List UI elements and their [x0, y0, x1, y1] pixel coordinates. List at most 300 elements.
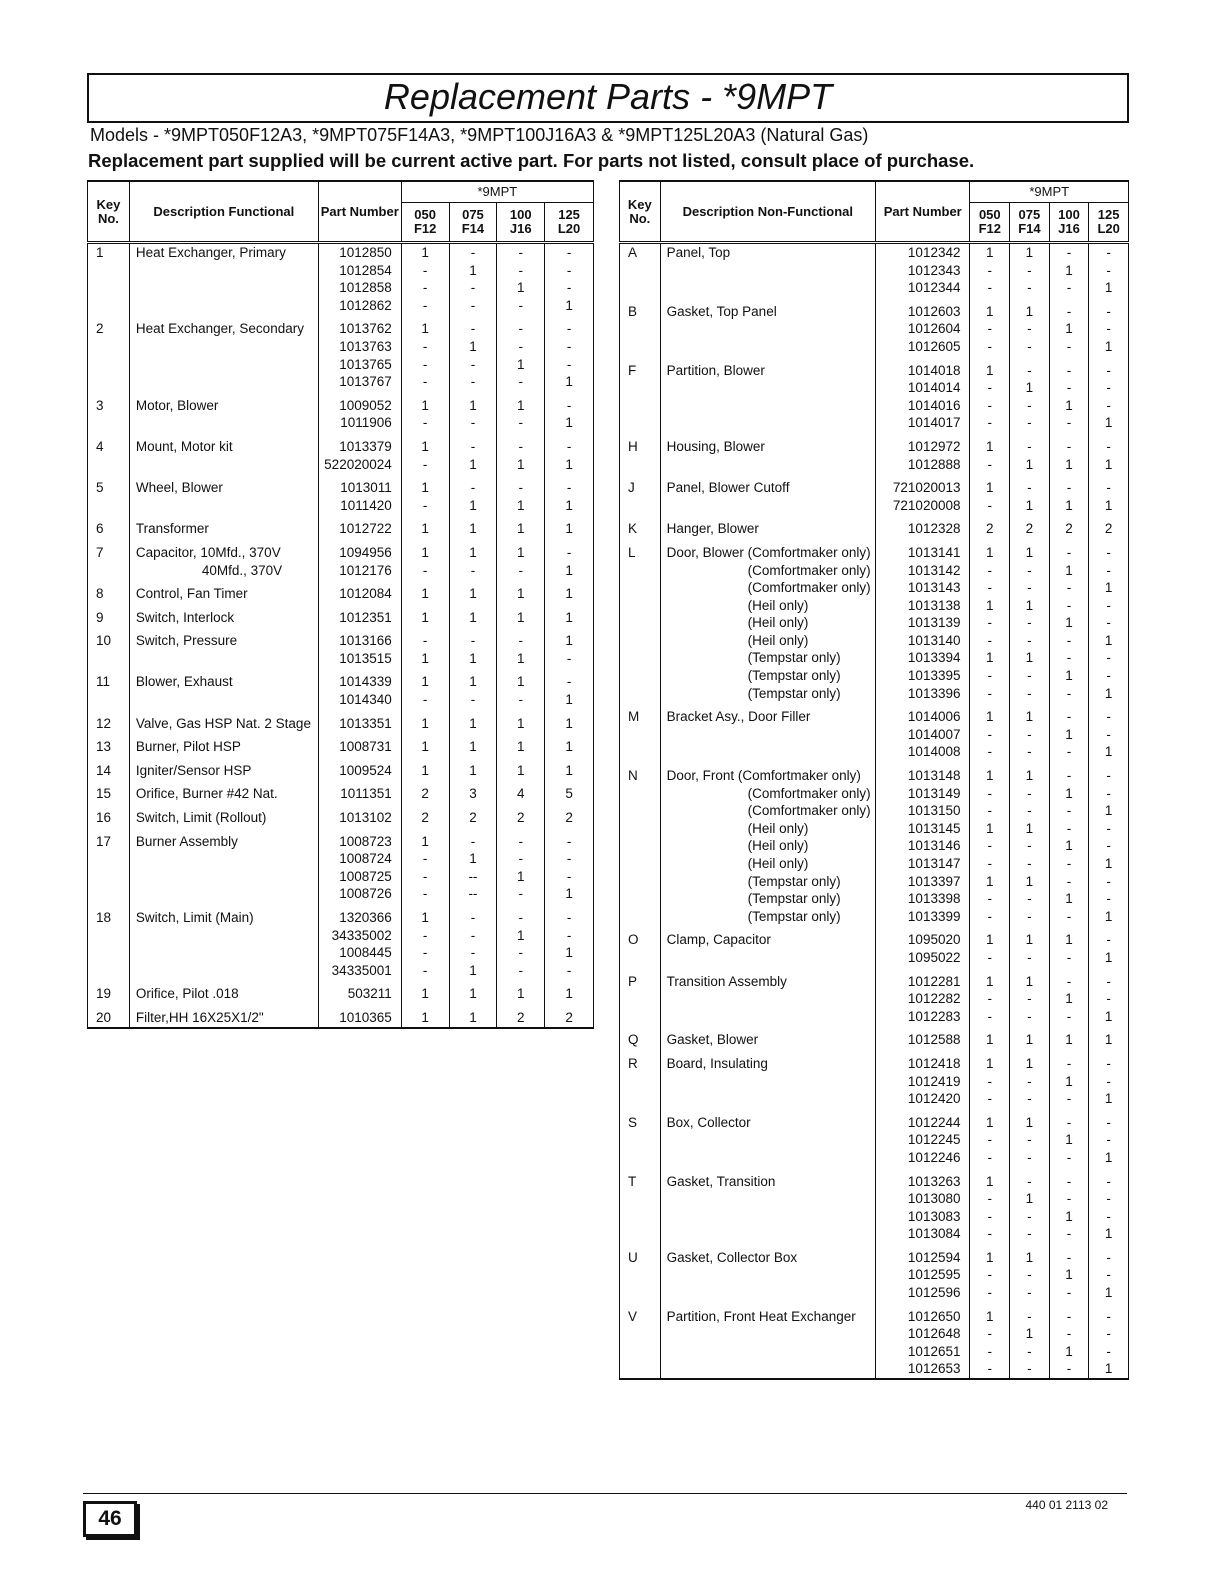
key-cell: [620, 667, 661, 685]
description-cell: Switch, Limit (Main): [129, 909, 318, 927]
quantity-cell: 1: [1049, 1343, 1089, 1361]
table-row: [620, 1343, 1129, 1361]
quantity-cell: -: [497, 479, 545, 497]
quantity-cell: -: [970, 1131, 1010, 1149]
table-row: [620, 890, 1129, 908]
quantity-cell: -: [1010, 743, 1050, 761]
quantity-cell: 1: [1049, 931, 1089, 949]
key-cell: L: [620, 544, 661, 562]
quantity-cell: 1: [545, 632, 594, 650]
description-cell: [129, 691, 318, 709]
key-cell: [88, 944, 130, 962]
quantity-cell: -: [970, 562, 1010, 580]
quantity-cell: 4: [497, 785, 545, 803]
quantity-cell: 1: [970, 931, 1010, 949]
quantity-cell: -: [1089, 708, 1129, 726]
quantity-cell: 1: [545, 456, 594, 474]
quantity-cell: -: [545, 338, 594, 356]
quantity-cell: 1: [545, 738, 594, 756]
quantity-cell: -: [1089, 362, 1129, 380]
quantity-cell: -: [1089, 1173, 1129, 1191]
quantity-cell: -: [1010, 1149, 1050, 1167]
quantity-cell: -: [1049, 479, 1089, 497]
part-number-cell: 1012650: [876, 1308, 970, 1326]
quantity-cell: -: [970, 379, 1010, 397]
quantity-cell: -: [497, 297, 545, 315]
model-column-header: [1010, 203, 1050, 243]
part-number-cell: 1014007: [876, 726, 970, 744]
quantity-cell: -: [1089, 667, 1129, 685]
description-cell: [129, 414, 318, 432]
footer-rule: [83, 1493, 1127, 1494]
description-cell: Heat Exchanger, Primary: [129, 243, 318, 262]
quantity-cell: 1: [401, 650, 449, 668]
quantity-cell: -: [1089, 767, 1129, 785]
key-cell: [88, 562, 130, 580]
table-row: [88, 632, 594, 650]
quantity-cell: -: [1089, 1131, 1129, 1149]
part-number-cell: 1013080: [876, 1190, 970, 1208]
quantity-cell: 1: [1010, 379, 1050, 397]
quantity-cell: -: [1089, 320, 1129, 338]
key-cell: [88, 850, 130, 868]
quantity-cell: 1: [970, 1031, 1010, 1049]
header-model-group: *9MPT: [401, 181, 593, 203]
quantity-cell: -: [970, 1343, 1010, 1361]
quantity-cell: 1: [1089, 1149, 1129, 1167]
key-cell: 18: [88, 909, 130, 927]
quantity-cell: -: [1089, 649, 1129, 667]
table-row: [88, 909, 594, 927]
quantity-cell: -: [1010, 362, 1050, 380]
quantity-cell: -: [497, 850, 545, 868]
description-cell: (Tempstar only): [660, 685, 875, 703]
quantity-cell: -: [545, 243, 594, 262]
quantity-cell: 2: [545, 809, 594, 827]
quantity-cell: 1: [449, 456, 497, 474]
description-cell: Board, Insulating: [660, 1055, 875, 1073]
table-row: [620, 931, 1129, 949]
part-number-cell: 1013102: [318, 809, 401, 827]
part-number-cell: 1011420: [318, 497, 401, 515]
part-number-cell: 1013166: [318, 632, 401, 650]
table-row: [620, 479, 1129, 497]
part-number-cell: 1012281: [876, 973, 970, 991]
description-cell: [129, 338, 318, 356]
quantity-cell: 1: [1089, 1284, 1129, 1302]
quantity-cell: -: [1049, 973, 1089, 991]
quantity-cell: 1: [401, 673, 449, 691]
quantity-cell: 1: [1089, 949, 1129, 967]
quantity-cell: -: [1089, 438, 1129, 456]
quantity-cell: 1: [1049, 320, 1089, 338]
quantity-cell: 1: [497, 585, 545, 603]
quantity-cell: -: [545, 650, 594, 668]
key-cell: [620, 1325, 661, 1343]
key-cell: [88, 262, 130, 280]
quantity-cell: --: [449, 868, 497, 886]
table-row: [620, 949, 1129, 967]
key-cell: [620, 1343, 661, 1361]
quantity-cell: 1: [545, 944, 594, 962]
quantity-cell: -: [545, 868, 594, 886]
table-row: [620, 632, 1129, 650]
quantity-cell: 1: [1049, 1208, 1089, 1226]
description-cell: [129, 456, 318, 474]
quantity-cell: -: [1010, 785, 1050, 803]
quantity-cell: 1: [1010, 1190, 1050, 1208]
quantity-cell: -: [1089, 303, 1129, 321]
key-cell: H: [620, 438, 661, 456]
quantity-cell: -: [449, 414, 497, 432]
part-number-cell: 1013395: [876, 667, 970, 685]
key-cell: P: [620, 973, 661, 991]
quantity-cell: 1: [545, 715, 594, 733]
key-cell: Q: [620, 1031, 661, 1049]
key-cell: [620, 397, 661, 415]
part-number-cell: 1012246: [876, 1149, 970, 1167]
part-number-cell: 1012648: [876, 1325, 970, 1343]
table-row: [620, 362, 1129, 380]
description-cell: [660, 279, 875, 297]
quantity-cell: 1: [497, 356, 545, 374]
quantity-cell: 1: [970, 438, 1010, 456]
quantity-cell: -: [1089, 262, 1129, 280]
description-cell: (Heil only): [660, 597, 875, 615]
quantity-cell: 1: [401, 909, 449, 927]
quantity-cell: 1: [401, 397, 449, 415]
table-row: [88, 673, 594, 691]
quantity-cell: 1: [401, 609, 449, 627]
model-column-header: [545, 203, 594, 243]
quantity-cell: 1: [970, 362, 1010, 380]
table-row: [88, 962, 594, 980]
quantity-cell: -: [1010, 802, 1050, 820]
quantity-cell: -: [1049, 1173, 1089, 1191]
description-cell: [660, 1090, 875, 1108]
model-size: 125: [558, 207, 580, 222]
description-cell: [129, 927, 318, 945]
description-cell: Gasket, Top Panel: [660, 303, 875, 321]
part-number-cell: 1012245: [876, 1131, 970, 1149]
quantity-cell: 1: [497, 762, 545, 780]
quantity-cell: -: [1049, 1055, 1089, 1073]
quantity-cell: 1: [1049, 1131, 1089, 1149]
part-number-cell: 1013142: [876, 562, 970, 580]
table-row: [620, 873, 1129, 891]
header-description: Description Non-Functional: [660, 181, 875, 243]
model-code: J16: [509, 221, 532, 236]
quantity-cell: -: [970, 726, 1010, 744]
quantity-cell: -: [1089, 479, 1129, 497]
quantity-cell: -: [1049, 414, 1089, 432]
quantity-cell: -: [497, 944, 545, 962]
part-number-cell: 1009052: [318, 397, 401, 415]
description-cell: [129, 262, 318, 280]
quantity-cell: 1: [970, 243, 1010, 262]
table-row: [620, 1284, 1129, 1302]
quantity-cell: -: [1010, 1266, 1050, 1284]
quantity-cell: -: [545, 320, 594, 338]
document-number: 440 01 2113 02: [1025, 1498, 1108, 1512]
quantity-cell: -: [1049, 243, 1089, 262]
table-row: [88, 785, 594, 803]
quantity-cell: -: [497, 262, 545, 280]
table-row: [88, 715, 594, 733]
table-row: [88, 279, 594, 297]
model-column-header: [449, 203, 497, 243]
quantity-cell: -: [401, 962, 449, 980]
part-number-cell: 1013765: [318, 356, 401, 374]
quantity-cell: 1: [401, 585, 449, 603]
description-cell: [129, 885, 318, 903]
key-cell: T: [620, 1173, 661, 1191]
quantity-cell: -: [1010, 990, 1050, 1008]
table-row: [88, 456, 594, 474]
quantity-cell: -: [449, 562, 497, 580]
key-cell: 3: [88, 397, 130, 415]
table-row: [620, 520, 1129, 538]
quantity-cell: -: [1010, 1343, 1050, 1361]
description-cell: [660, 1073, 875, 1091]
description-cell: [660, 1225, 875, 1243]
part-number-cell: 1013146: [876, 837, 970, 855]
description-cell: [660, 262, 875, 280]
quantity-cell: -: [970, 837, 1010, 855]
quantity-cell: -: [497, 833, 545, 851]
models-line: Models - *9MPT050F12A3, *9MPT075F14A3, *9MPT100J16A3 & *9MPT125L20A3 (Natural Gas): [90, 125, 869, 145]
quantity-cell: -: [970, 262, 1010, 280]
quantity-cell: 1: [497, 673, 545, 691]
description-cell: [660, 1360, 875, 1379]
part-number-cell: 1013138: [876, 597, 970, 615]
quantity-cell: 1: [1049, 726, 1089, 744]
quantity-cell: -: [970, 802, 1010, 820]
part-number-cell: 1320366: [318, 909, 401, 927]
quantity-cell: -: [1049, 438, 1089, 456]
quantity-cell: -: [970, 855, 1010, 873]
description-cell: [660, 1343, 875, 1361]
quantity-cell: -: [449, 909, 497, 927]
quantity-cell: 1: [401, 985, 449, 1003]
key-cell: [88, 297, 130, 315]
part-number-cell: 1008725: [318, 868, 401, 886]
description-cell: [129, 650, 318, 668]
table-row: [620, 1055, 1129, 1073]
quantity-cell: 1: [449, 497, 497, 515]
part-number-cell: 1012418: [876, 1055, 970, 1073]
quantity-cell: 1: [970, 873, 1010, 891]
table-row: [620, 262, 1129, 280]
page-number: 46: [83, 1501, 137, 1537]
key-cell: 12: [88, 715, 130, 733]
quantity-cell: -: [970, 1090, 1010, 1108]
part-number-cell: 1012283: [876, 1008, 970, 1026]
quantity-cell: -: [449, 373, 497, 391]
quantity-cell: 1: [449, 738, 497, 756]
part-number-cell: 1013396: [876, 685, 970, 703]
table-row: [88, 544, 594, 562]
quantity-cell: 1: [449, 609, 497, 627]
key-cell: [620, 1208, 661, 1226]
quantity-cell: -: [449, 632, 497, 650]
quantity-cell: -: [970, 397, 1010, 415]
table-row: [620, 379, 1129, 397]
quantity-cell: 1: [545, 885, 594, 903]
quantity-cell: -: [1089, 243, 1129, 262]
quantity-cell: 1: [970, 1173, 1010, 1191]
quantity-cell: -: [970, 1360, 1010, 1379]
quantity-cell: 1: [1049, 890, 1089, 908]
quantity-cell: 1: [970, 597, 1010, 615]
quantity-cell: 1: [1049, 837, 1089, 855]
part-number-cell: 1008445: [318, 944, 401, 962]
quantity-cell: 1: [1049, 990, 1089, 1008]
key-cell: [620, 1284, 661, 1302]
quantity-cell: -: [1089, 614, 1129, 632]
quantity-cell: -: [1010, 1173, 1050, 1191]
key-cell: N: [620, 767, 661, 785]
part-number-cell: 1095020: [876, 931, 970, 949]
quantity-cell: 1: [1010, 1055, 1050, 1073]
quantity-cell: -: [1010, 908, 1050, 926]
key-cell: [620, 726, 661, 744]
description-cell: [660, 497, 875, 515]
quantity-cell: -: [545, 438, 594, 456]
table-row: [620, 1325, 1129, 1343]
quantity-cell: 1: [1049, 262, 1089, 280]
description-cell: Door, Front (Comfortmaker only): [660, 767, 875, 785]
quantity-cell: 1: [1089, 1031, 1129, 1049]
quantity-cell: 1: [1010, 767, 1050, 785]
quantity-cell: -: [497, 909, 545, 927]
description-cell: (Comfortmaker only): [660, 802, 875, 820]
quantity-cell: -: [401, 373, 449, 391]
quantity-cell: -: [497, 562, 545, 580]
table-row: [620, 562, 1129, 580]
key-cell: 8: [88, 585, 130, 603]
quantity-cell: 1: [449, 338, 497, 356]
description-cell: 40Mfd., 370V: [129, 562, 318, 580]
quantity-cell: -: [1049, 908, 1089, 926]
description-cell: [660, 397, 875, 415]
description-cell: Transition Assembly: [660, 973, 875, 991]
quantity-cell: -: [970, 1190, 1010, 1208]
model-code: L20: [1097, 221, 1120, 236]
quantity-cell: -: [1010, 667, 1050, 685]
key-cell: [620, 379, 661, 397]
quantity-cell: -: [970, 667, 1010, 685]
description-cell: (Comfortmaker only): [660, 579, 875, 597]
quantity-cell: -: [970, 279, 1010, 297]
table-row: [620, 397, 1129, 415]
table-row: [88, 833, 594, 851]
table-row: [620, 908, 1129, 926]
key-cell: [620, 597, 661, 615]
quantity-cell: -: [970, 1284, 1010, 1302]
quantity-cell: -: [401, 356, 449, 374]
table-row: [88, 356, 594, 374]
key-cell: B: [620, 303, 661, 321]
quantity-cell: 1: [1010, 820, 1050, 838]
quantity-cell: -: [449, 320, 497, 338]
model-column-header: [1089, 203, 1129, 243]
quantity-cell: -: [1089, 785, 1129, 803]
quantity-cell: -: [545, 479, 594, 497]
part-number-cell: 1013083: [876, 1208, 970, 1226]
header-key: Key No.: [88, 181, 130, 243]
quantity-cell: -: [1089, 726, 1129, 744]
quantity-cell: 1: [449, 962, 497, 980]
quantity-cell: -: [1049, 855, 1089, 873]
quantity-cell: -: [1089, 1325, 1129, 1343]
quantity-cell: 1: [1049, 456, 1089, 474]
table-row: [620, 1249, 1129, 1267]
quantity-cell: -: [970, 1325, 1010, 1343]
quantity-cell: -: [401, 850, 449, 868]
functional-parts-body: [88, 243, 594, 1028]
model-code: F14: [1018, 221, 1041, 236]
quantity-cell: 1: [545, 520, 594, 538]
quantity-cell: 1: [1049, 785, 1089, 803]
quantity-cell: 1: [1010, 1114, 1050, 1132]
quantity-cell: 1: [970, 1249, 1010, 1267]
quantity-cell: -: [1049, 597, 1089, 615]
quantity-cell: -: [1049, 820, 1089, 838]
quantity-cell: 1: [545, 497, 594, 515]
model-column-header: [970, 203, 1010, 243]
part-number-cell: 34335001: [318, 962, 401, 980]
quantity-cell: 1: [401, 320, 449, 338]
quantity-cell: 1: [1049, 1073, 1089, 1091]
table-row: [620, 708, 1129, 726]
quantity-cell: -: [1049, 579, 1089, 597]
quantity-cell: -: [545, 544, 594, 562]
part-number-cell: 1012342: [876, 243, 970, 262]
quantity-cell: -: [970, 1266, 1010, 1284]
table-row: [620, 1360, 1129, 1379]
table-row: [620, 303, 1129, 321]
key-cell: [620, 855, 661, 873]
key-cell: [620, 614, 661, 632]
quantity-cell: -: [545, 833, 594, 851]
part-number-cell: 1012595: [876, 1266, 970, 1284]
quantity-cell: -: [970, 908, 1010, 926]
key-cell: [620, 890, 661, 908]
table-row: [620, 338, 1129, 356]
quantity-cell: 1: [1089, 855, 1129, 873]
table-row: [88, 868, 594, 886]
quantity-cell: -: [1089, 837, 1129, 855]
description-cell: Burner, Pilot HSP: [129, 738, 318, 756]
description-cell: Panel, Blower Cutoff: [660, 479, 875, 497]
quantity-cell: -: [545, 909, 594, 927]
part-number-cell: 721020013: [876, 479, 970, 497]
table-row: [620, 1131, 1129, 1149]
key-cell: [620, 632, 661, 650]
description-cell: Switch, Limit (Rollout): [129, 809, 318, 827]
quantity-cell: 1: [497, 868, 545, 886]
quantity-cell: -: [545, 927, 594, 945]
key-cell: 14: [88, 762, 130, 780]
quantity-cell: 1: [497, 609, 545, 627]
part-number-cell: 1014017: [876, 414, 970, 432]
key-cell: M: [620, 708, 661, 726]
quantity-cell: -: [1010, 397, 1050, 415]
notice-line: Replacement part supplied will be current active part. For parts not listed, consult place of purchase.: [88, 150, 975, 171]
table-row: [88, 738, 594, 756]
quantity-cell: 2: [401, 809, 449, 827]
